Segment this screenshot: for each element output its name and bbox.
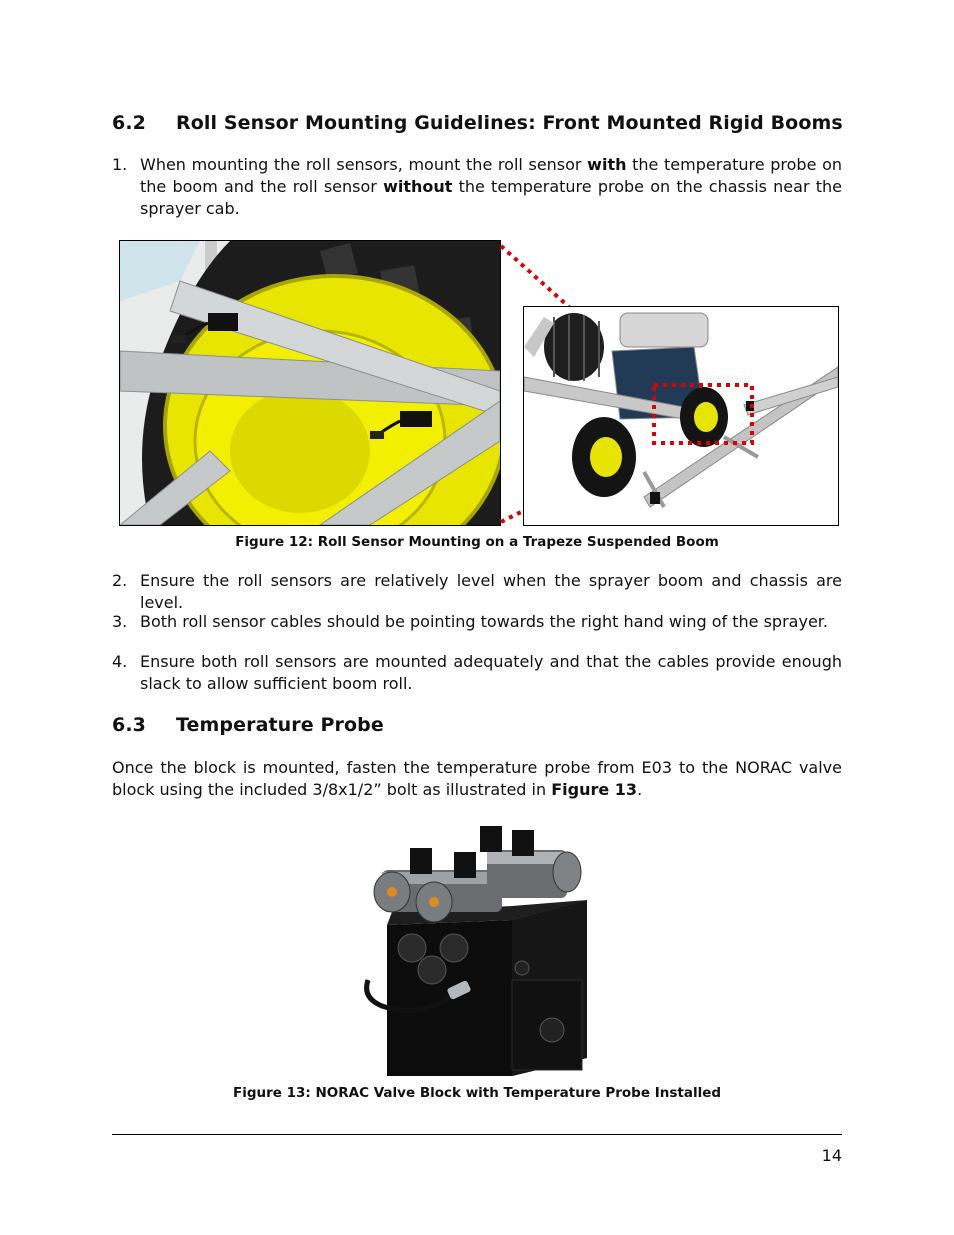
list-text xyxy=(140,154,842,220)
section-number: 6.2 xyxy=(112,112,146,134)
section-title: Temperature Probe xyxy=(176,714,384,736)
list-number: 4. xyxy=(112,652,128,671)
bold-run: without xyxy=(383,177,453,196)
list-text: Both roll sensor cables should be pointing towards the right hand wing of the sprayer. xyxy=(140,612,828,631)
text-run: . xyxy=(637,780,643,799)
list-item-2 xyxy=(112,570,842,612)
roll-sensor-closeup-illustration xyxy=(120,241,500,525)
page-number: 14 xyxy=(821,1146,842,1165)
footer-divider xyxy=(112,1134,842,1135)
list-item-4 xyxy=(112,651,842,695)
section-number: 6.3 xyxy=(112,714,146,736)
figure-12-caption: Figure 12: Roll Sensor Mounting on a Trapeze Suspended Boom xyxy=(235,534,719,550)
list-number: 3. xyxy=(112,612,128,631)
valve-block-illustration xyxy=(362,820,592,1076)
list-item-3 xyxy=(112,611,842,633)
figure-reference: Figure 13 xyxy=(551,780,638,799)
bold-run: with xyxy=(587,155,627,174)
text-run: the temperature probe on the boom and the roll sensor xyxy=(140,155,842,196)
list-number: 1. xyxy=(112,155,128,174)
list-text: Ensure both roll sensors are mounted adequately and that the cables provide enough slack to allow sufficient boom roll. xyxy=(140,652,842,693)
sprayer-illustration xyxy=(524,307,838,525)
text-run: When mounting the roll sensors, mount the roll sensor xyxy=(140,155,588,174)
section-title: Roll Sensor Mounting Guidelines: Front Mounted Rigid Booms xyxy=(176,112,843,134)
section-heading-6-3 xyxy=(112,714,852,740)
figure-13-caption: Figure 13: NORAC Valve Block with Temperature Probe Installed xyxy=(232,1085,722,1101)
text-run: the temperature probe on the chassis near the sprayer cab. xyxy=(140,177,842,218)
section-heading-6-2 xyxy=(112,112,852,138)
section-6-3-paragraph xyxy=(112,757,842,801)
list-item-1 xyxy=(112,154,842,220)
figure-12-sprayer-overview-image xyxy=(523,306,839,526)
figure-13-valve-block-image xyxy=(362,820,592,1076)
figure-12-closeup-image xyxy=(119,240,501,526)
text-run: Once the block is mounted, fasten the temperature probe from E03 to the NORAC valve block using the included 3/8x1/2” bolt as illustrated in xyxy=(112,758,842,799)
list-number: 2. xyxy=(112,571,128,590)
list-text: Ensure the roll sensors are relatively level when the sprayer boom and chassis are level. xyxy=(140,571,842,612)
